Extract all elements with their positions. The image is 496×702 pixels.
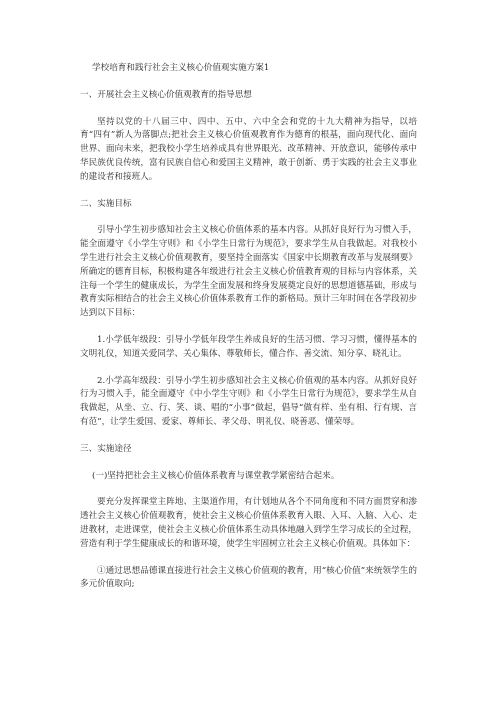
- document-title: 学校培育和践行社会主义核心价值观实施方案1: [92, 63, 270, 73]
- section-heading-1: 一、开展社会主义核心价值观教育的指导思想: [80, 89, 252, 100]
- section-heading-3: 三、实施途径: [80, 443, 132, 454]
- subsection-heading-1: (一)坚持把社会主义核心价值体系教育与课堂教学紧密结合起来。: [92, 470, 340, 481]
- paragraph-guiding-thought: 坚持以党的十八届三中、四中、五中、六中全会和党的十九大精神为指导，以培育“四有”新人为落脚点;把社会主义核心价值观教育作为德育的根基，面向现代化、面向世界、面向未来，把我校小学生培养成具有世界眼光、改革精神、开放意识，能够传承中华民族优良传统，富有民族自信心和爱国主义精神，敢于创新、勇于实践的社会主义事业的建设者和接班人。: [80, 116, 417, 182]
- section-heading-2: 二、实施目标: [80, 198, 132, 209]
- goal-upper-grades: 2.小学高年级段：引导小学生初步感知社会主义核心价值观的基本内容。从抓好良好行为习惯入手，能全面遵守《中小学生守则》和《小学生日常行为规范》，要求学生从自我做起，从坐、立、行、笑、谈、唱的“小事”做起，倡导“做有样、坐有相、行有规、言有范”，让学生爱国、爱家、尊师长、孝父母、明礼仪、晓善恶、懂荣辱。: [80, 375, 417, 427]
- paragraph-classroom: 要充分发挥课堂主阵地、主渠道作用，有计划地从各个不同角度和不同方面贯穿和渗透社会主义核心价值观教育，使社会主义核心价值体系教育入眼、入耳、入脑、入心、走进教材，走进课堂，使社会主义核心价值体系生动具体地融入到学生学习成长的全过程，营造有利于学生健康成长的和谐环境，使学生牢固树立社会主义核心价值观。具体如下：: [80, 497, 417, 549]
- list-item-1: ①通过思想品德课直接进行社会主义核心价值观的教育，用“核心价值”来统领学生的多元价值取向;: [80, 565, 417, 590]
- goal-lower-grades: 1.小学低年级段：引导小学低年段学生养成良好的生活习惯、学习习惯，懂得基本的文明礼仪，知道关爱同学、关心集体、尊敬师长，懂合作、善交流、知分享、晓礼让。: [80, 334, 417, 359]
- document-body: [80, 62, 417, 605]
- paragraph-goals: 引导小学生初步感知社会主义核心价值体系的基本内容。从抓好良好行为习惯入手，能全面遵守《小学生守则》和《小学生日常行为规范》，要求学生从自我做起。对我校小学生进行社会主义核心价值观教育，要坚持全面落实《国家中长期教育改革与发展纲要》所确定的德育目标，积极构建各年级进行社会主义核心价值教育观的目标与内容体系，关注每一个学生的健康成长，为学生全面发展和终身发展奠定良好的思想道德基础，形成与教育实际相结合的社会主义核心价值体系教育工作的新格局。预计三年时间在各学段初步达到以下目标：: [80, 225, 417, 319]
